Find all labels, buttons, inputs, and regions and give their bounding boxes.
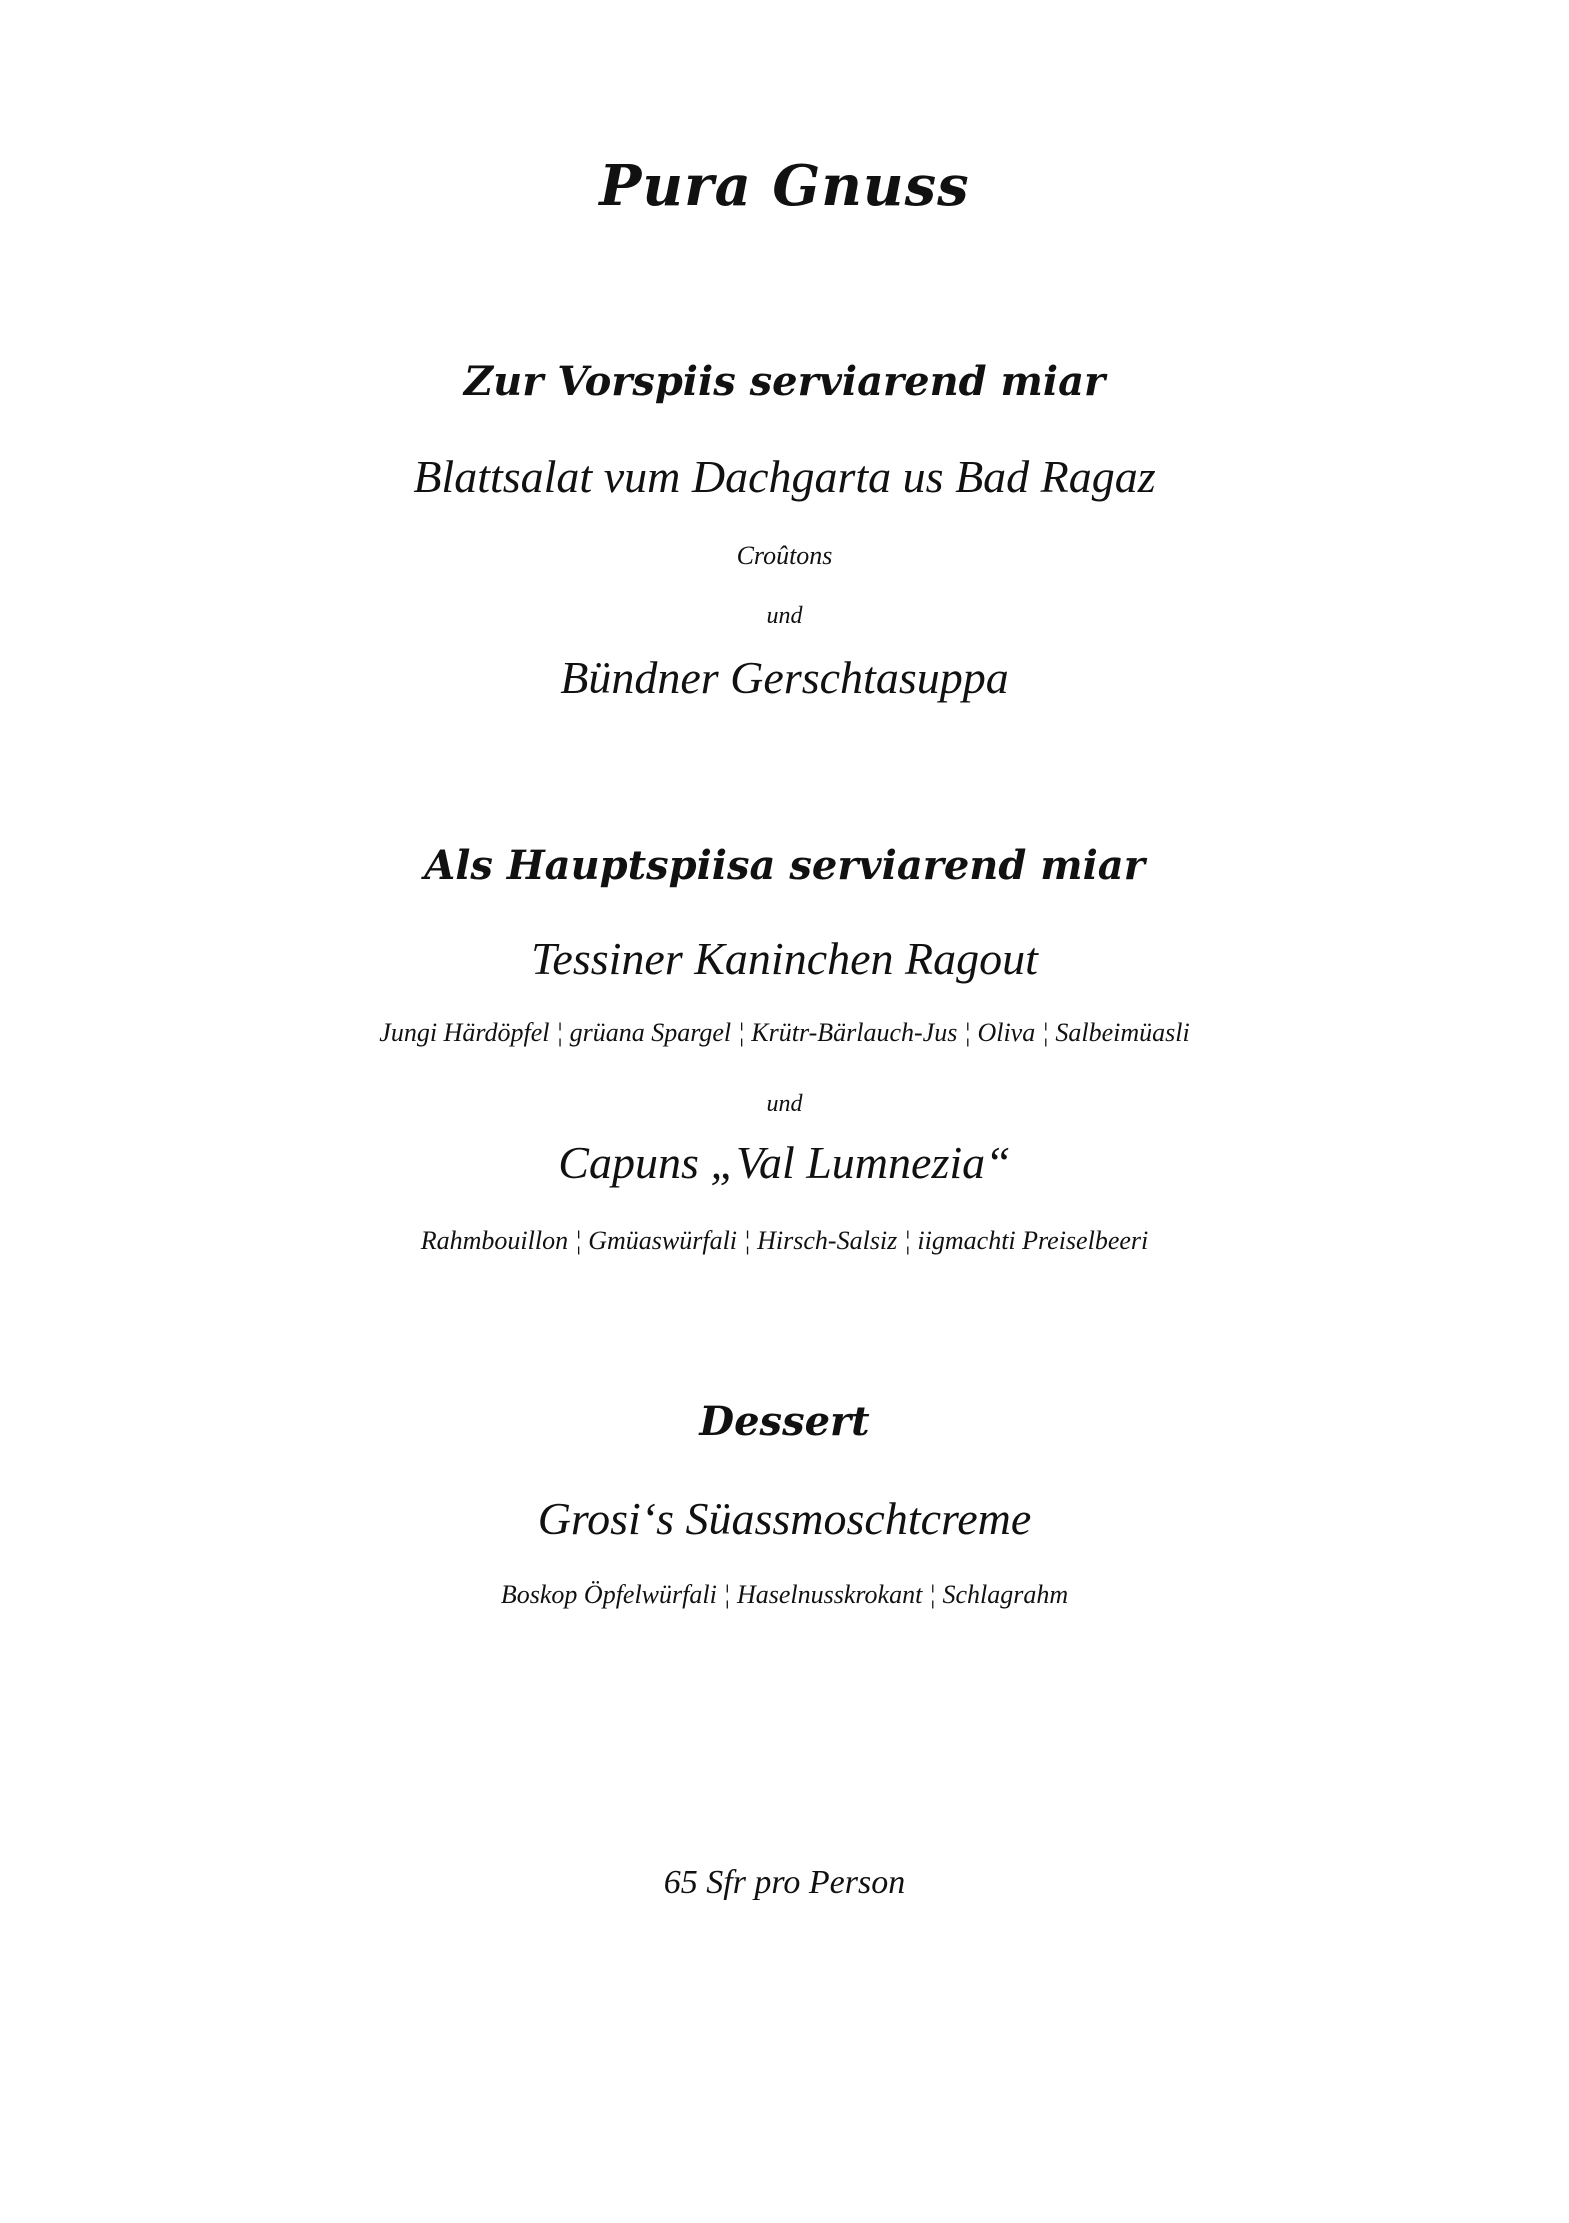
mains-conjunction: und [766,1091,803,1117]
starter-dish-1: Blattsalat vum Dachgarta us Bad Ragaz [413,451,1156,502]
main-dish-2-description: Rahmbouillon ¦ Gmüaswürfali ¦ Hirsch-Salsiz ¦ iigmachti Preiselbeeri [420,1226,1149,1255]
dessert-dish-1: Grosi‘s Süassmoschtcreme [537,1493,1032,1544]
mains-heading: Als Hauptspiisa serviarend miar [424,842,1145,889]
main-dish-1: Tessiner Kaninchen Ragout [531,933,1038,984]
starter-dish-1-description: Croûtons [736,541,833,570]
main-dish-2: Capuns „Val Lumnezia“ [558,1137,1011,1188]
dessert-heading: Dessert [699,1398,870,1445]
menu-title: Pura Gnuss [599,153,970,219]
price-per-person: 65 Sfr pro Person [663,1864,906,1901]
starters-conjunction: und [766,603,803,629]
starter-dish-2: Bündner Gerschtasuppa [560,652,1009,703]
dessert-dish-1-description: Boskop Öpfelwürfali ¦ Haselnusskrokant ¦ Schlagrahm [500,1580,1069,1609]
starters-heading: Zur Vorspiis serviarend miar [463,358,1106,405]
main-dish-1-description: Jungi Härdöpfel ¦ grüana Spargel ¦ Krütr-Bärlauch-Jus ¦ Oliva ¦ Salbeimüasli [379,1018,1190,1047]
